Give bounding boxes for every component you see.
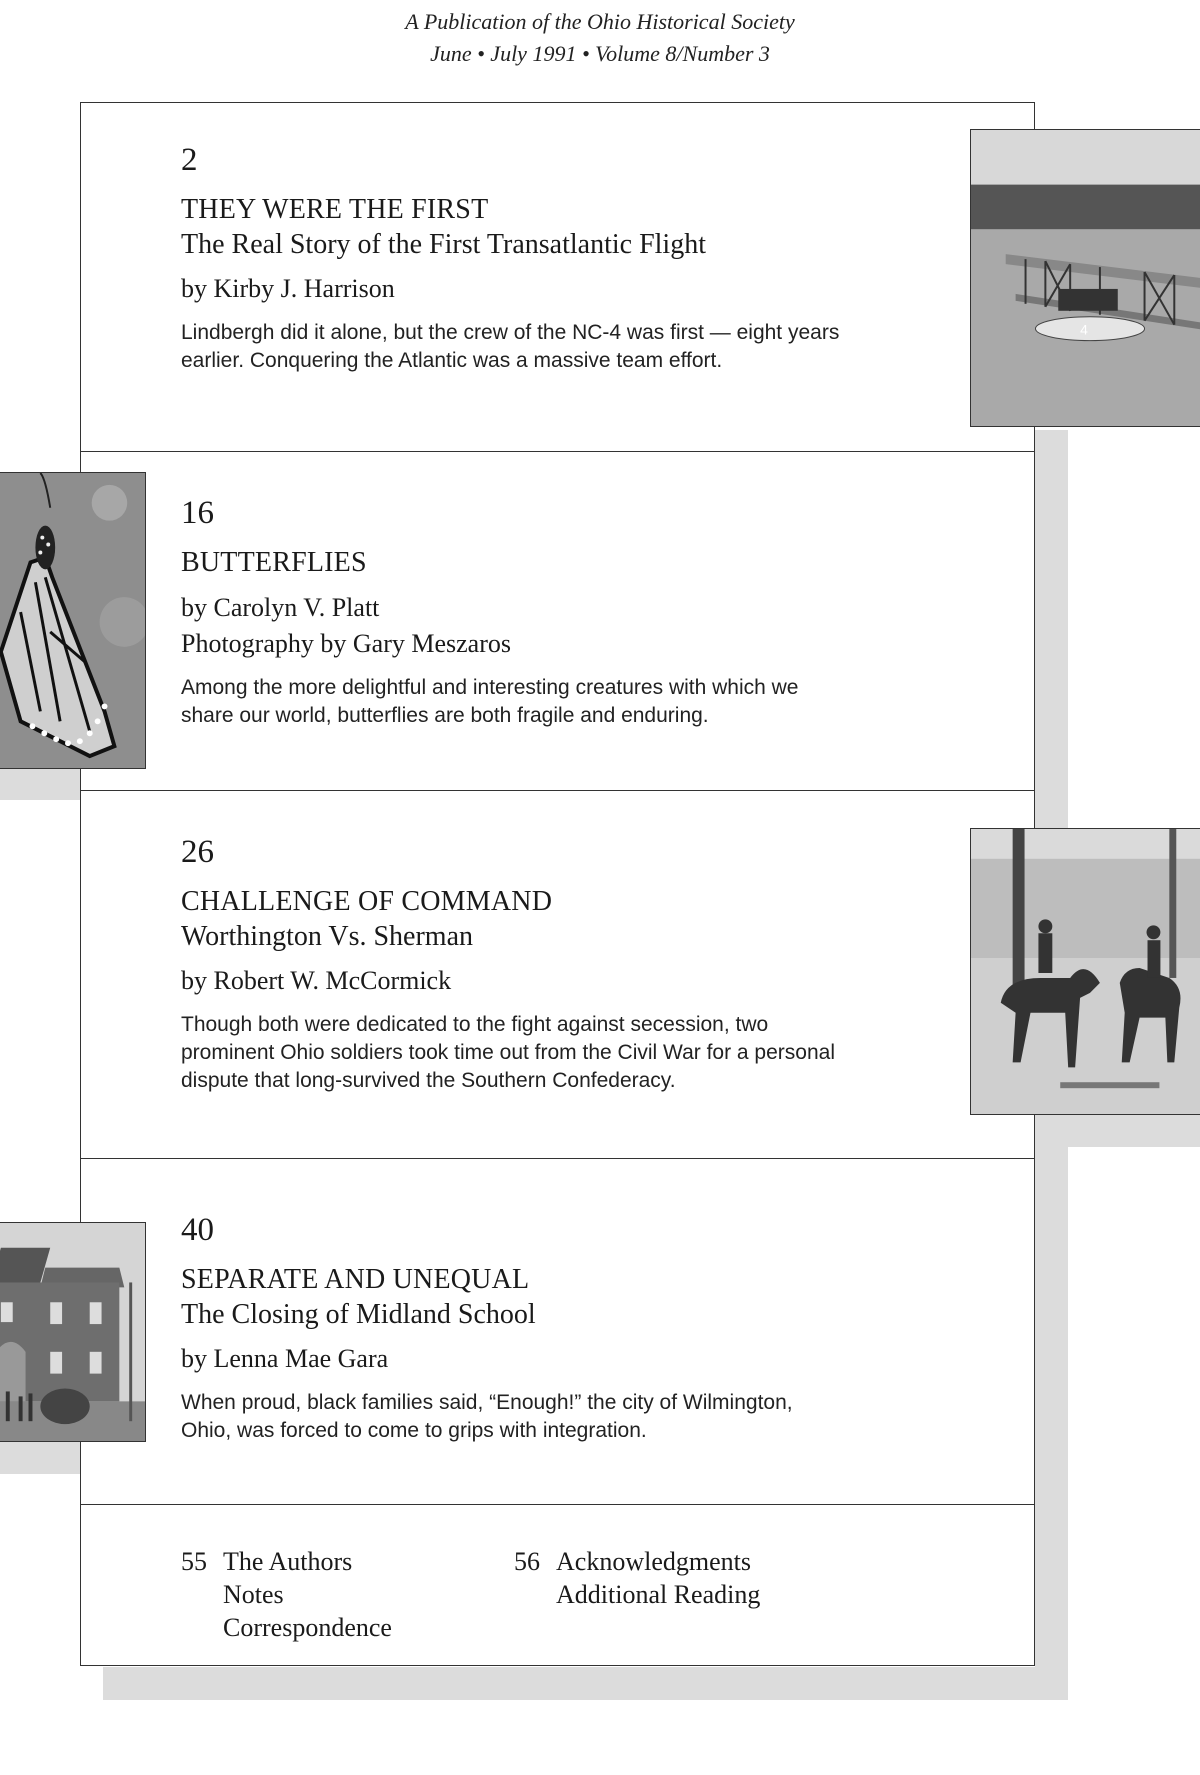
article-byline: by Kirby J. Harrison [181,274,395,303]
article-title[interactable]: SEPARATE AND UNEQUAL [181,1264,530,1295]
publisher-line: A Publication of the Ohio Historical Society [405,9,795,34]
description-line: Among the more delightful and interesting creatures with which we [181,676,799,699]
description-line: prominent Ohio soldiers took time out from the Civil War for a personal [181,1041,835,1064]
article-subtitle: Worthington Vs. Sherman [181,921,473,952]
page-number: 40 [181,1212,214,1248]
article-entry[interactable] [81,791,1034,1159]
article-entry[interactable] [81,1159,1034,1505]
photo-shadow-butterfly [0,768,80,800]
department-item-notes[interactable]: Notes [223,1580,284,1609]
article-entry[interactable] [81,103,1034,452]
description-line: Though both were dedicated to the fight against secession, two [181,1013,769,1036]
department-item-authors[interactable]: The Authors [223,1547,353,1576]
article-title[interactable]: BUTTERFLIES [181,547,367,578]
article-subtitle: The Closing of Midland School [181,1299,536,1330]
description-line: earlier. Conquering the Atlantic was a massive team effort. [181,349,723,372]
page-number: 56 [514,1547,540,1576]
photo-credit: Photography by Gary Meszaros [181,629,511,658]
article-title[interactable]: CHALLENGE OF COMMAND [181,886,553,917]
photo-shadow-school [0,1442,80,1474]
article-description [181,319,944,375]
masthead [0,6,1200,70]
article-entry[interactable] [81,452,1034,791]
description-line: dispute that long-survived the Southern Confederacy. [181,1069,676,1092]
page-number: 55 [181,1547,207,1576]
cavalry-riders-illustration-icon [970,828,1200,1115]
description-line: When proud, black families said, “Enough!” the city of Wilmington, [181,1391,793,1414]
description-line: share our world, butterflies are both fragile and enduring. [181,704,709,727]
description-line: Lindbergh did it alone, but the crew of the NC-4 was first — eight years [181,321,840,344]
article-subtitle: The Real Story of the First Transatlantic Flight [181,229,706,260]
description-line: Ohio, was forced to come to grips with integration. [181,1419,647,1442]
department-item-additional-reading[interactable]: Additional Reading [556,1580,761,1609]
seaplane-photo-icon [970,129,1200,427]
department-item-acknowledgments[interactable]: Acknowledgments [556,1547,751,1576]
monarch-butterfly-photo-icon [0,472,146,769]
photo-shadow-cavalry [1035,1115,1200,1147]
issue-line: June • July 1991 • Volume 8/Number 3 [430,41,770,66]
page-number: 26 [181,834,214,870]
article-description [181,1389,944,1445]
article-description [181,674,944,730]
article-byline: by Carolyn V. Platt [181,593,380,622]
school-building-photo-icon [0,1222,146,1442]
page-number: 2 [181,142,198,178]
contents-frame [80,102,1035,1666]
frame-shadow-bottom [103,1667,1068,1700]
svg-text:4: 4 [1080,321,1088,338]
page-number: 16 [181,495,214,531]
departments-section [81,1505,1034,1665]
department-item-correspondence[interactable]: Correspondence [223,1613,392,1642]
article-byline: by Lenna Mae Gara [181,1344,389,1373]
article-title[interactable]: THEY WERE THE FIRST [181,194,489,225]
article-description [181,1011,944,1095]
article-byline: by Robert W. McCormick [181,966,452,995]
